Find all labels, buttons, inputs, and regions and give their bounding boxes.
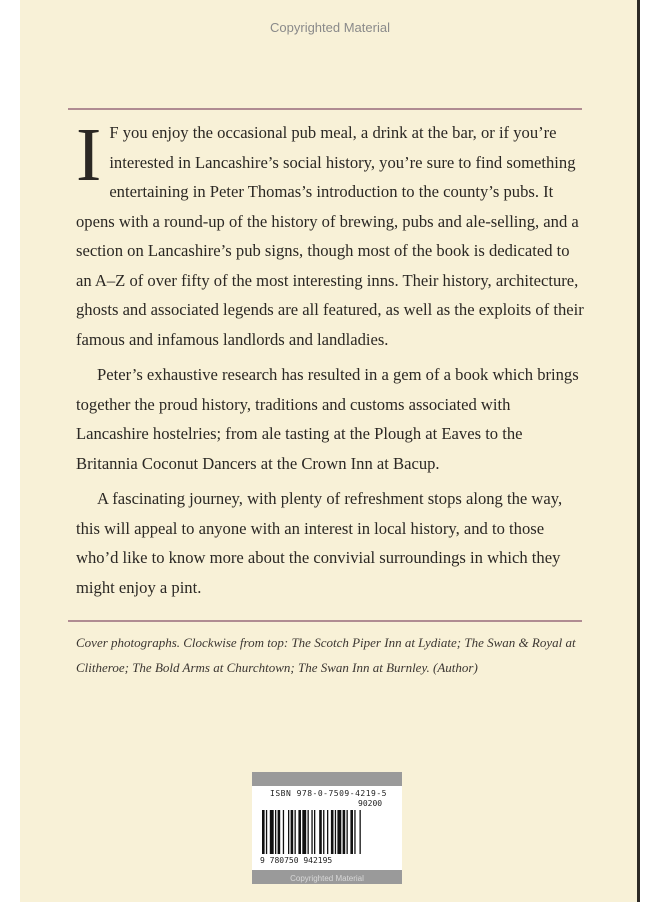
barcode-bar	[337, 810, 341, 854]
blurb-paragraph-2: Peter’s exhaustive research has resulted in a gem of a book which brings together the proud history, traditions and customs associated with Lancashire hostelries; from ale tasting at the Plough at Eaves to the Britannia Coconut Dancers at the Crown Inn at Bacup.	[76, 365, 579, 473]
barcode-bar	[302, 810, 306, 854]
price-code: 90200	[358, 799, 383, 808]
barcode-bars	[262, 810, 392, 854]
spine-edge	[637, 0, 640, 902]
barcode-digits: 9 780750 942195	[260, 856, 333, 865]
barcode-bar	[291, 810, 294, 854]
copyright-watermark: Copyrighted Material	[270, 20, 390, 35]
barcode-bar	[311, 810, 312, 854]
barcode-bar	[266, 810, 267, 854]
bottom-divider	[68, 620, 582, 622]
barcode	[252, 772, 402, 884]
barcode-bar	[270, 810, 274, 854]
barcode-bar	[314, 810, 315, 854]
blurb-paragraph-1	[76, 113, 584, 354]
barcode-bar	[278, 810, 281, 854]
barcode-top-band	[252, 772, 402, 786]
isbn-text: ISBN 978-0-7509-4219-5	[270, 789, 387, 798]
barcode-bar	[354, 810, 355, 854]
barcode-bar	[262, 810, 265, 854]
barcode-bar	[327, 810, 328, 854]
barcode-bar	[335, 810, 336, 854]
barcode-watermark: Copyrighted Material	[290, 874, 364, 883]
barcode-bar	[298, 810, 301, 854]
barcode-bar	[288, 810, 289, 854]
barcode-bar	[331, 810, 334, 854]
top-divider	[68, 108, 582, 110]
barcode-bar	[343, 810, 346, 854]
barcode-bar	[350, 810, 353, 854]
barcode-bar	[347, 810, 348, 854]
barcode-bar	[360, 810, 361, 854]
barcode-bar	[323, 810, 324, 854]
barcode-bar	[275, 810, 276, 854]
barcode-bar	[308, 810, 309, 854]
blurb-paragraph-3: A fascinating journey, with plenty of refreshment stops along the way, this will appeal to anyone with an interest in local history, and to those who’d like to know more about the convivial surroundings in which they might enjoy a pint.	[76, 489, 563, 597]
barcode-bar	[319, 810, 322, 854]
cover-photo-caption: Cover photographs. Clockwise from top: The Scotch Piper Inn at Lydiate; The Swan & Royal at Clitheroe; The Bold Arms at Churchtown; The Swan Inn at Burnley. (Author)	[76, 635, 576, 675]
barcode-bar	[295, 810, 296, 854]
blurb-text	[76, 113, 584, 608]
blurb-paragraph-1-text: F you enjoy the occasional pub meal, a drink at the bar, or if you’re interested in Lancashire’s social history, you’re sure to find something entertaining in Peter Thomas’s introduction to the county’s pubs. It opens with a round-up of the history of brewing, pubs and ale-selling, and a section on Lancashire’s pub signs, though most of the book is dedicated to an A–Z of over fifty of the most interesting inns. Their history, architecture, ghosts and associated legends are all featured, as well as the exploits of their famous and infamous landlords and landladies.	[76, 123, 584, 349]
barcode-bar	[283, 810, 284, 854]
drop-cap: I	[76, 113, 102, 197]
